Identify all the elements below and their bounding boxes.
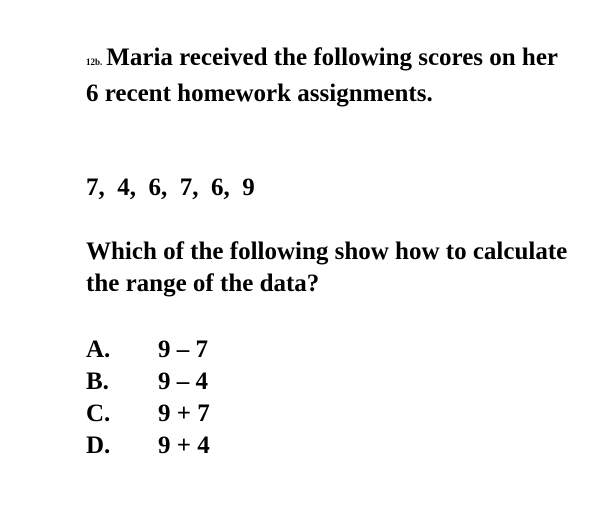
question-number: 12b. (86, 57, 103, 67)
option-letter: B. (86, 368, 109, 395)
option-expression: 9 + 4 (158, 432, 210, 459)
scores-list: 7, 4, 6, 7, 6, 9 (86, 174, 255, 201)
option-b[interactable] (86, 366, 210, 398)
answer-options (86, 334, 210, 462)
option-c[interactable] (86, 398, 210, 430)
question-stem (86, 42, 576, 110)
option-letter: D. (86, 432, 111, 459)
question-prompt: Which of the following show how to calculate the range of the data? (86, 238, 568, 297)
question-text: Maria received the following scores on her 6 recent homework assignments. (86, 44, 558, 107)
option-expression: 9 – 4 (158, 368, 208, 395)
option-a[interactable] (86, 334, 210, 366)
option-expression: 9 + 7 (158, 400, 210, 427)
option-expression: 9 – 7 (158, 336, 208, 363)
option-letter: C. (86, 400, 111, 427)
option-d[interactable] (86, 430, 210, 462)
option-letter: A. (86, 336, 111, 363)
